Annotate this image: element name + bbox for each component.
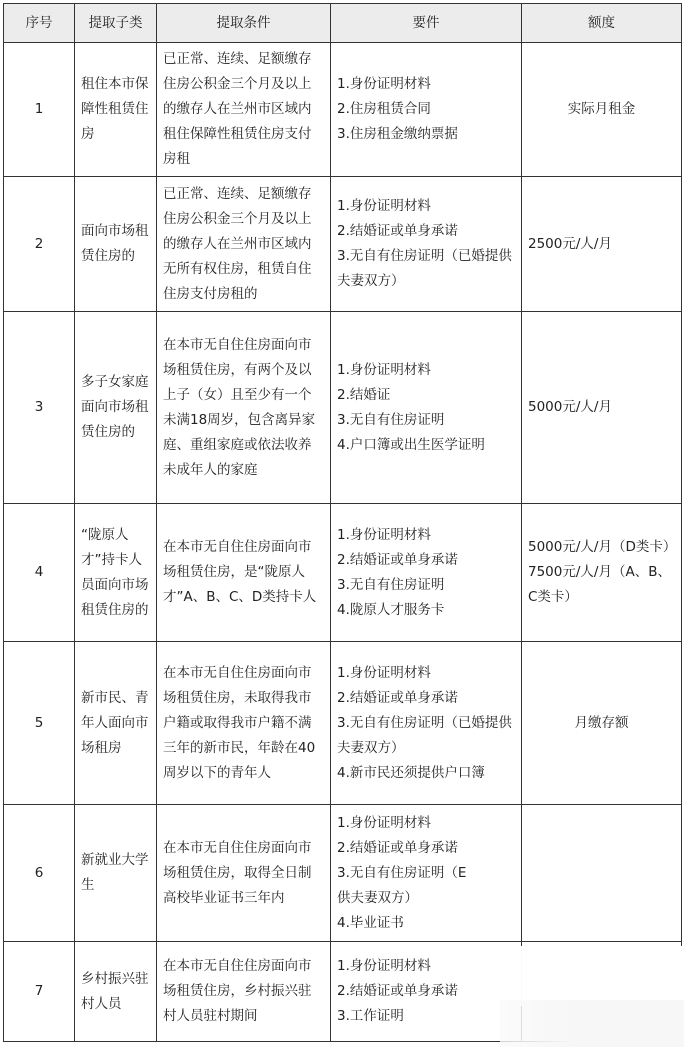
requirement-item: 2.结婚证或单身承诺 xyxy=(337,839,458,856)
cell-requirements xyxy=(331,43,522,177)
requirement-item: 1.身份证明材料 xyxy=(337,198,431,214)
requirement-item: 3.无自有住房证明（E xyxy=(337,864,467,881)
requirement-item: 1.身份证明材料 xyxy=(337,814,431,831)
requirement-item: 1.身份证明材料 xyxy=(337,664,431,681)
header-requirements: 要件 xyxy=(331,4,522,43)
cell-requirements xyxy=(331,504,522,642)
cell-subtype: 乡村振兴驻村人员 xyxy=(75,942,157,1042)
amount-line: 7500元/人/月（A、B、C类卡） xyxy=(528,564,671,605)
cell-subtype: 租住本市保障性租赁住房 xyxy=(75,43,157,177)
requirement-item: 2.住房租赁合同 xyxy=(337,101,431,117)
requirement-item: 3.无自有住房证明 xyxy=(337,411,445,428)
screenshot-overlay xyxy=(500,1000,684,1047)
cell-amount xyxy=(522,642,682,805)
requirement-item: 4.毕业证书 xyxy=(337,914,404,931)
amount-line: 5000元/人/月（D类卡） xyxy=(528,539,677,555)
cell-amount xyxy=(522,177,682,312)
header-amount: 额度 xyxy=(522,4,682,43)
cell-no: 3 xyxy=(4,312,75,504)
cell-no: 1 xyxy=(4,43,75,177)
requirement-item: 4.陇原人才服务卡 xyxy=(337,601,445,618)
table-row xyxy=(4,504,682,642)
cell-requirements xyxy=(331,805,522,942)
requirement-item: 4.新市民还须提供户口簿 xyxy=(337,764,485,781)
table-row xyxy=(4,312,682,504)
requirement-item: 3.无自有住房证明 xyxy=(337,576,445,593)
header-no: 序号 xyxy=(4,4,75,43)
header-condition: 提取条件 xyxy=(157,4,331,43)
requirement-item: 3.无自有住房证明（已婚提供夫妻双方） xyxy=(337,248,512,289)
amount-line: 5000元/人/月 xyxy=(528,399,612,415)
cell-subtype: 新就业大学生 xyxy=(75,805,157,942)
amount-line: 月缴存额 xyxy=(574,714,629,731)
cell-subtype: “陇原人才”持卡人员面向市场租赁住房的 xyxy=(75,504,157,642)
requirement-item: 1.身份证明材料 xyxy=(337,958,431,974)
cell-subtype: 多子女家庭面向市场租赁住房的 xyxy=(75,312,157,504)
cell-amount xyxy=(522,312,682,504)
requirement-item: 2.结婚证或单身承诺 xyxy=(337,223,458,239)
table-row xyxy=(4,805,682,942)
cell-subtype: 新市民、青年人面向市场租房 xyxy=(75,642,157,805)
table-row xyxy=(4,177,682,312)
cell-amount xyxy=(522,805,682,942)
cell-condition: 已正常、连续、足额缴存住房公积金三个月及以上的缴存人在兰州市区域内租住保障性租赁住房支付房租 xyxy=(157,43,331,177)
cell-condition: 在本市无自住住房面向市场租赁住房，未取得我市户籍或取得我市户籍不满三年的新市民，年龄在40周岁以下的青年人 xyxy=(157,642,331,805)
cell-no: 7 xyxy=(4,942,75,1042)
cell-subtype: 面向市场租赁住房的 xyxy=(75,177,157,312)
amount-line: 2500元/人/月 xyxy=(528,235,612,252)
cell-amount xyxy=(522,43,682,177)
cell-condition: 在本市无自住住房面向市场租赁住房，取得全日制高校毕业证书三年内 xyxy=(157,805,331,942)
requirement-item: 1.身份证明材料 xyxy=(337,361,431,378)
cell-no: 4 xyxy=(4,504,75,642)
cell-condition: 在本市无自住住房面向市场租赁住房，乡村振兴驻村人员驻村期间 xyxy=(157,942,331,1042)
requirement-item: 2.结婚证 xyxy=(337,386,391,403)
screenshot-overlay xyxy=(478,946,684,1006)
requirement-item: 2.结婚证或单身承诺 xyxy=(337,689,458,706)
requirement-item: 2.结婚证或单身承诺 xyxy=(337,983,458,999)
requirement-item: 3.工作证明 xyxy=(337,1008,404,1024)
cell-no: 5 xyxy=(4,642,75,805)
table-row xyxy=(4,43,682,177)
table-header-row xyxy=(4,4,682,43)
cell-no: 6 xyxy=(4,805,75,942)
requirement-item: 供夫妻双方） xyxy=(337,889,418,906)
table-row xyxy=(4,642,682,805)
cell-requirements xyxy=(331,312,522,504)
cell-no: 2 xyxy=(4,177,75,312)
cell-condition: 在本市无自住住房面向市场租赁住房，有两个及以上子（女）且至少有一个未满18周岁，包含离异家庭、重组家庭或依法收养未成年人的家庭 xyxy=(157,312,331,504)
cell-condition: 已正常、连续、足额缴存住房公积金三个月及以上的缴存人在兰州市区域内无所有权住房，租赁自住住房支付房租的 xyxy=(157,177,331,312)
header-subtype: 提取子类 xyxy=(75,4,157,43)
requirement-item: 4.户口簿或出生医学证明 xyxy=(337,436,485,453)
requirement-item: 1.身份证明材料 xyxy=(337,526,431,543)
cell-amount xyxy=(522,504,682,642)
requirement-item: 1.身份证明材料 xyxy=(337,76,431,92)
requirement-item: 3.无自有住房证明（已婚提供夫妻双方） xyxy=(337,714,512,756)
cell-requirements xyxy=(331,177,522,312)
requirement-item: 3.住房租金缴纳票据 xyxy=(337,126,458,142)
requirement-item: 2.结婚证或单身承诺 xyxy=(337,551,458,568)
cell-requirements xyxy=(331,642,522,805)
cell-condition: 在本市无自住住房面向市场租赁住房，是“陇原人才”A、B、C、D类持卡人 xyxy=(157,504,331,642)
amount-line: 实际月租金 xyxy=(567,101,636,117)
withdrawal-policy-table xyxy=(3,3,682,1042)
